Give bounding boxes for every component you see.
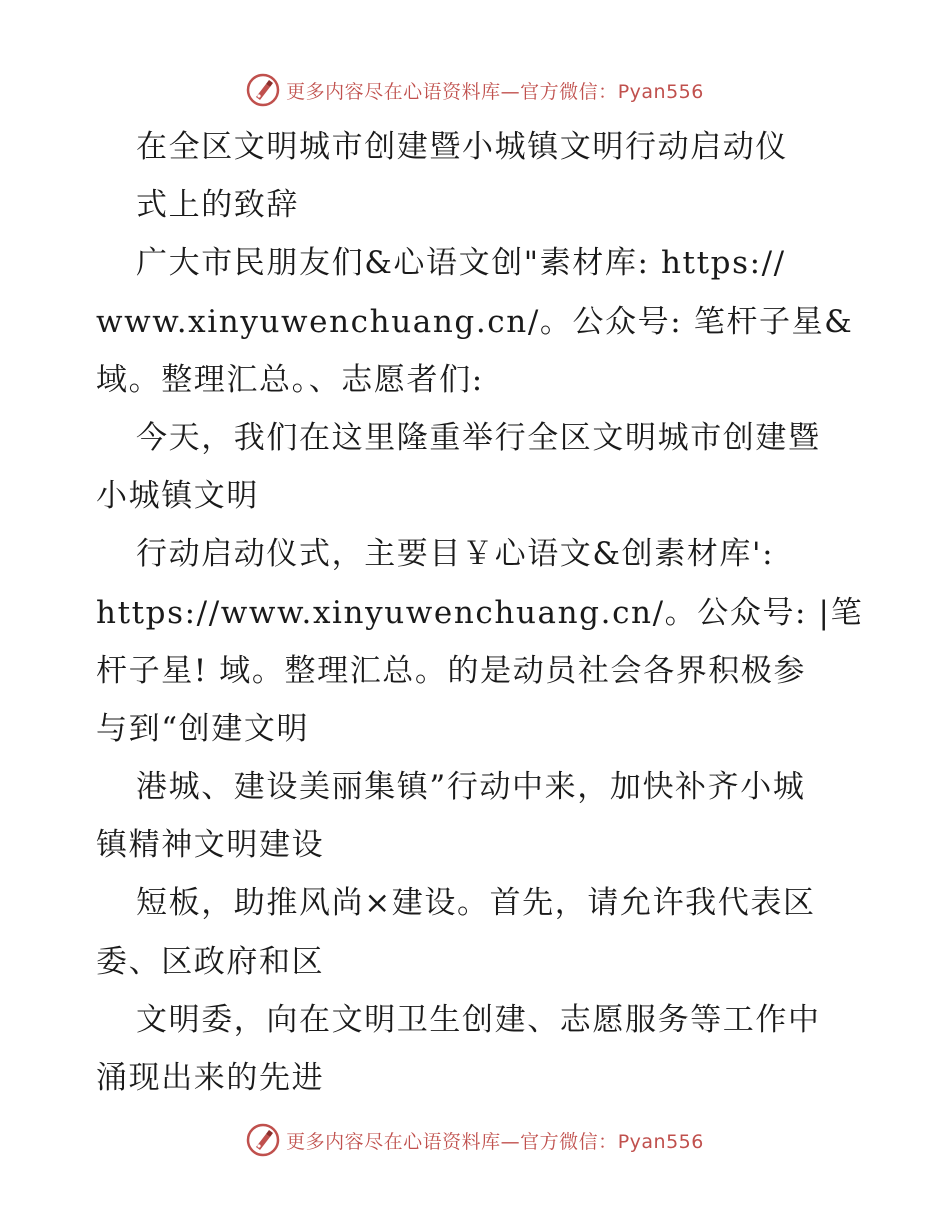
paragraph-line: 委、区政府和区 <box>96 943 325 980</box>
paragraph-line: 短板，助推风尚×建设。首先，请允许我代表区 <box>136 885 816 922</box>
paragraph-line: 广大市民朋友们&心语文创"素材库: https:// <box>136 245 786 282</box>
paragraph-line: 港城、建设美丽集镇”行动中来，加快补齐小城 <box>136 769 806 806</box>
watermark-text <box>286 77 704 104</box>
watermark-id: Pyan556 <box>617 1130 704 1153</box>
watermark-contact: 官方微信： <box>520 1130 618 1153</box>
paragraph-line: https://www.xinyuwenchuang.cn/。公众号: |笔 <box>96 594 864 631</box>
pen-nib-logo-icon <box>246 1123 280 1157</box>
watermark-separator: — <box>500 1130 521 1153</box>
watermark-banner-bottom <box>0 1122 950 1158</box>
watermark-main: 更多内容尽在心语资料库 <box>286 1130 501 1153</box>
paragraph-line: 杆子星! 域。整理汇总。的是动员社会各界积极参 <box>96 652 807 689</box>
paragraph-line: www.xinyuwenchuang.cn/。公众号: 笔杆子星& <box>96 303 854 340</box>
paragraph-line: 与到“创建文明 <box>96 710 310 747</box>
watermark-main: 更多内容尽在心语资料库 <box>286 80 501 103</box>
document-title-line-2: 式上的致辞 <box>136 187 299 224</box>
watermark-separator: — <box>500 80 521 103</box>
watermark-text <box>286 1127 704 1154</box>
paragraph-line: 文明委，向在文明卫生创建、志愿服务等工作中 <box>136 1001 821 1038</box>
document-body <box>96 118 864 1107</box>
paragraph-line: 今天，我们在这里隆重举行全区文明城市创建暨 <box>136 419 821 456</box>
watermark-id: Pyan556 <box>617 80 704 103</box>
pen-nib-logo-icon <box>246 73 280 107</box>
paragraph-line: 域。整理汇总。、志愿者们: <box>96 361 484 398</box>
watermark-banner-top <box>0 72 950 108</box>
paragraph-line: 镇精神文明建设 <box>96 827 325 864</box>
paragraph-line: 小城镇文明 <box>96 478 259 515</box>
document-title-line-1: 在全区文明城市创建暨小城镇文明行动启动仪 <box>136 129 788 165</box>
paragraph-line: 行动启动仪式，主要目￥心语文&创素材库': <box>136 536 775 573</box>
paragraph-line: 涌现出来的先进 <box>96 1060 325 1096</box>
watermark-contact: 官方微信： <box>520 80 618 103</box>
